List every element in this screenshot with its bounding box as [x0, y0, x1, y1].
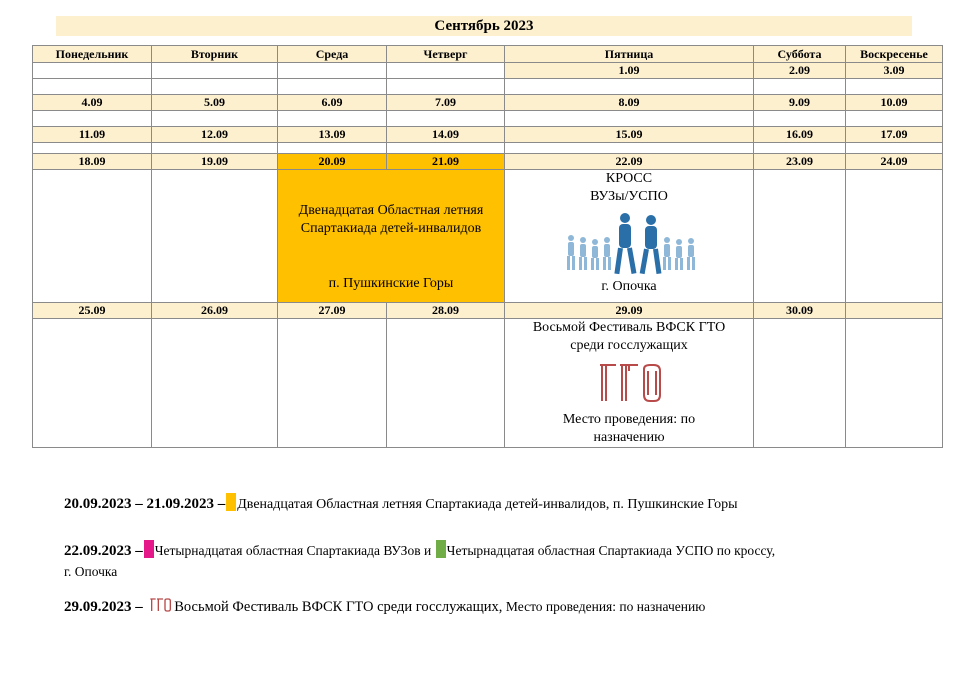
- date-cell: 15.09: [505, 127, 754, 143]
- week-3-dates: [33, 127, 943, 143]
- weekday-header-row: [33, 46, 943, 63]
- date-cell: 23.09: [754, 154, 846, 170]
- event-line-1: КРОСС: [605, 171, 653, 186]
- date-cell: 25.09: [33, 303, 152, 319]
- week-4-dates: [33, 154, 943, 170]
- legend-item-3: [64, 597, 705, 618]
- color-swatch: [144, 540, 154, 558]
- date-cell: 27.09: [278, 303, 387, 319]
- weekday-fri: Пятница: [505, 46, 754, 63]
- date-cell: 14.09: [387, 127, 505, 143]
- legend-text-2: Место проведения: по назначению: [505, 599, 706, 614]
- date-cell: 5.09: [152, 95, 278, 111]
- event-place: г. Опочка: [601, 279, 657, 294]
- date-cell-event: 20.09: [278, 154, 387, 170]
- date-cell: 29.09: [505, 303, 754, 319]
- week-1-events: [33, 79, 943, 95]
- date-cell: [387, 63, 505, 79]
- legend-item-1: [64, 493, 738, 513]
- week-5-events: [33, 319, 943, 448]
- weekday-sat: Суббота: [754, 46, 846, 63]
- weekday-wed: Среда: [278, 46, 387, 63]
- date-cell: 10.09: [846, 95, 943, 111]
- legend-text-a: Четырнадцатая областная Спартакиада ВУЗов и: [154, 543, 432, 558]
- legend-date: 22.09.2023 –: [64, 543, 143, 559]
- date-cell: 17.09: [846, 127, 943, 143]
- week-3-events: [33, 143, 943, 154]
- week-2-events: [33, 111, 943, 127]
- event-gto: [505, 319, 754, 448]
- date-cell: 1.09: [505, 63, 754, 79]
- date-cell: 7.09: [387, 95, 505, 111]
- event-place-line-1: Место проведения: по: [562, 412, 696, 427]
- date-cell: 2.09: [754, 63, 846, 79]
- date-cell: 13.09: [278, 127, 387, 143]
- gto-logo-icon: [505, 359, 753, 411]
- weekday-tue: Вторник: [152, 46, 278, 63]
- week-2-dates: [33, 95, 943, 111]
- event-line-2: среди госслужащих: [570, 338, 688, 353]
- event-place: п. Пушкинские Горы: [328, 276, 454, 291]
- legend-text: Двенадцатая Областная летняя Спартакиада детей-инвалидов, п. Пушкинские Горы: [237, 497, 738, 512]
- date-cell: 30.09: [754, 303, 846, 319]
- runners-icon: [505, 210, 753, 278]
- legend-date: 29.09.2023 –: [64, 599, 143, 615]
- legend-text-c: г. Опочка: [64, 564, 118, 579]
- date-cell: 9.09: [754, 95, 846, 111]
- date-cell: 11.09: [33, 127, 152, 143]
- date-cell: 18.09: [33, 154, 152, 170]
- date-cell: [846, 303, 943, 319]
- event-place-line-2: назначению: [593, 430, 665, 445]
- color-swatch: [436, 540, 446, 558]
- event-line-2: ВУЗы/УСПО: [590, 189, 668, 204]
- date-cell: 28.09: [387, 303, 505, 319]
- week-5-dates: [33, 303, 943, 319]
- weekday-mon: Понедельник: [33, 46, 152, 63]
- event-line-1: Двенадцатая Областная летняя: [298, 203, 484, 218]
- legend-text-b: Четырнадцатая областная Спартакиада УСПО по кроссу,: [446, 543, 776, 558]
- date-cell: 19.09: [152, 154, 278, 170]
- date-cell: 26.09: [152, 303, 278, 319]
- date-cell: 12.09: [152, 127, 278, 143]
- date-cell: [278, 63, 387, 79]
- date-cell: 4.09: [33, 95, 152, 111]
- date-cell: 3.09: [846, 63, 943, 79]
- date-cell: [33, 63, 152, 79]
- legend-item-2: [64, 540, 924, 583]
- weekday-sun: Воскресенье: [846, 46, 943, 63]
- weekday-thu: Четверг: [387, 46, 505, 63]
- event-cross: [505, 170, 754, 303]
- calendar-table: [32, 45, 943, 448]
- calendar-title: Сентябрь 2023: [56, 16, 912, 36]
- date-cell: 6.09: [278, 95, 387, 111]
- event-line-1: Восьмой Фестиваль ВФСК ГТО: [532, 320, 726, 335]
- date-cell: 16.09: [754, 127, 846, 143]
- week-1-dates: [33, 63, 943, 79]
- date-cell: 22.09: [505, 154, 754, 170]
- legend-text: Восьмой Фестиваль ВФСК ГТО среди госслужащих,: [174, 599, 503, 615]
- event-line-2: Спартакиада детей-инвалидов: [300, 221, 482, 236]
- date-cell: 24.09: [846, 154, 943, 170]
- week-4-events: [33, 170, 943, 303]
- date-cell: [152, 63, 278, 79]
- legend-date: 20.09.2023 – 21.09.2023 –: [64, 496, 226, 512]
- event-spartakiada-disabled: [278, 170, 505, 303]
- date-cell-event: 21.09: [387, 154, 505, 170]
- color-swatch: [226, 493, 236, 511]
- gto-logo-icon: [146, 597, 174, 618]
- date-cell: 8.09: [505, 95, 754, 111]
